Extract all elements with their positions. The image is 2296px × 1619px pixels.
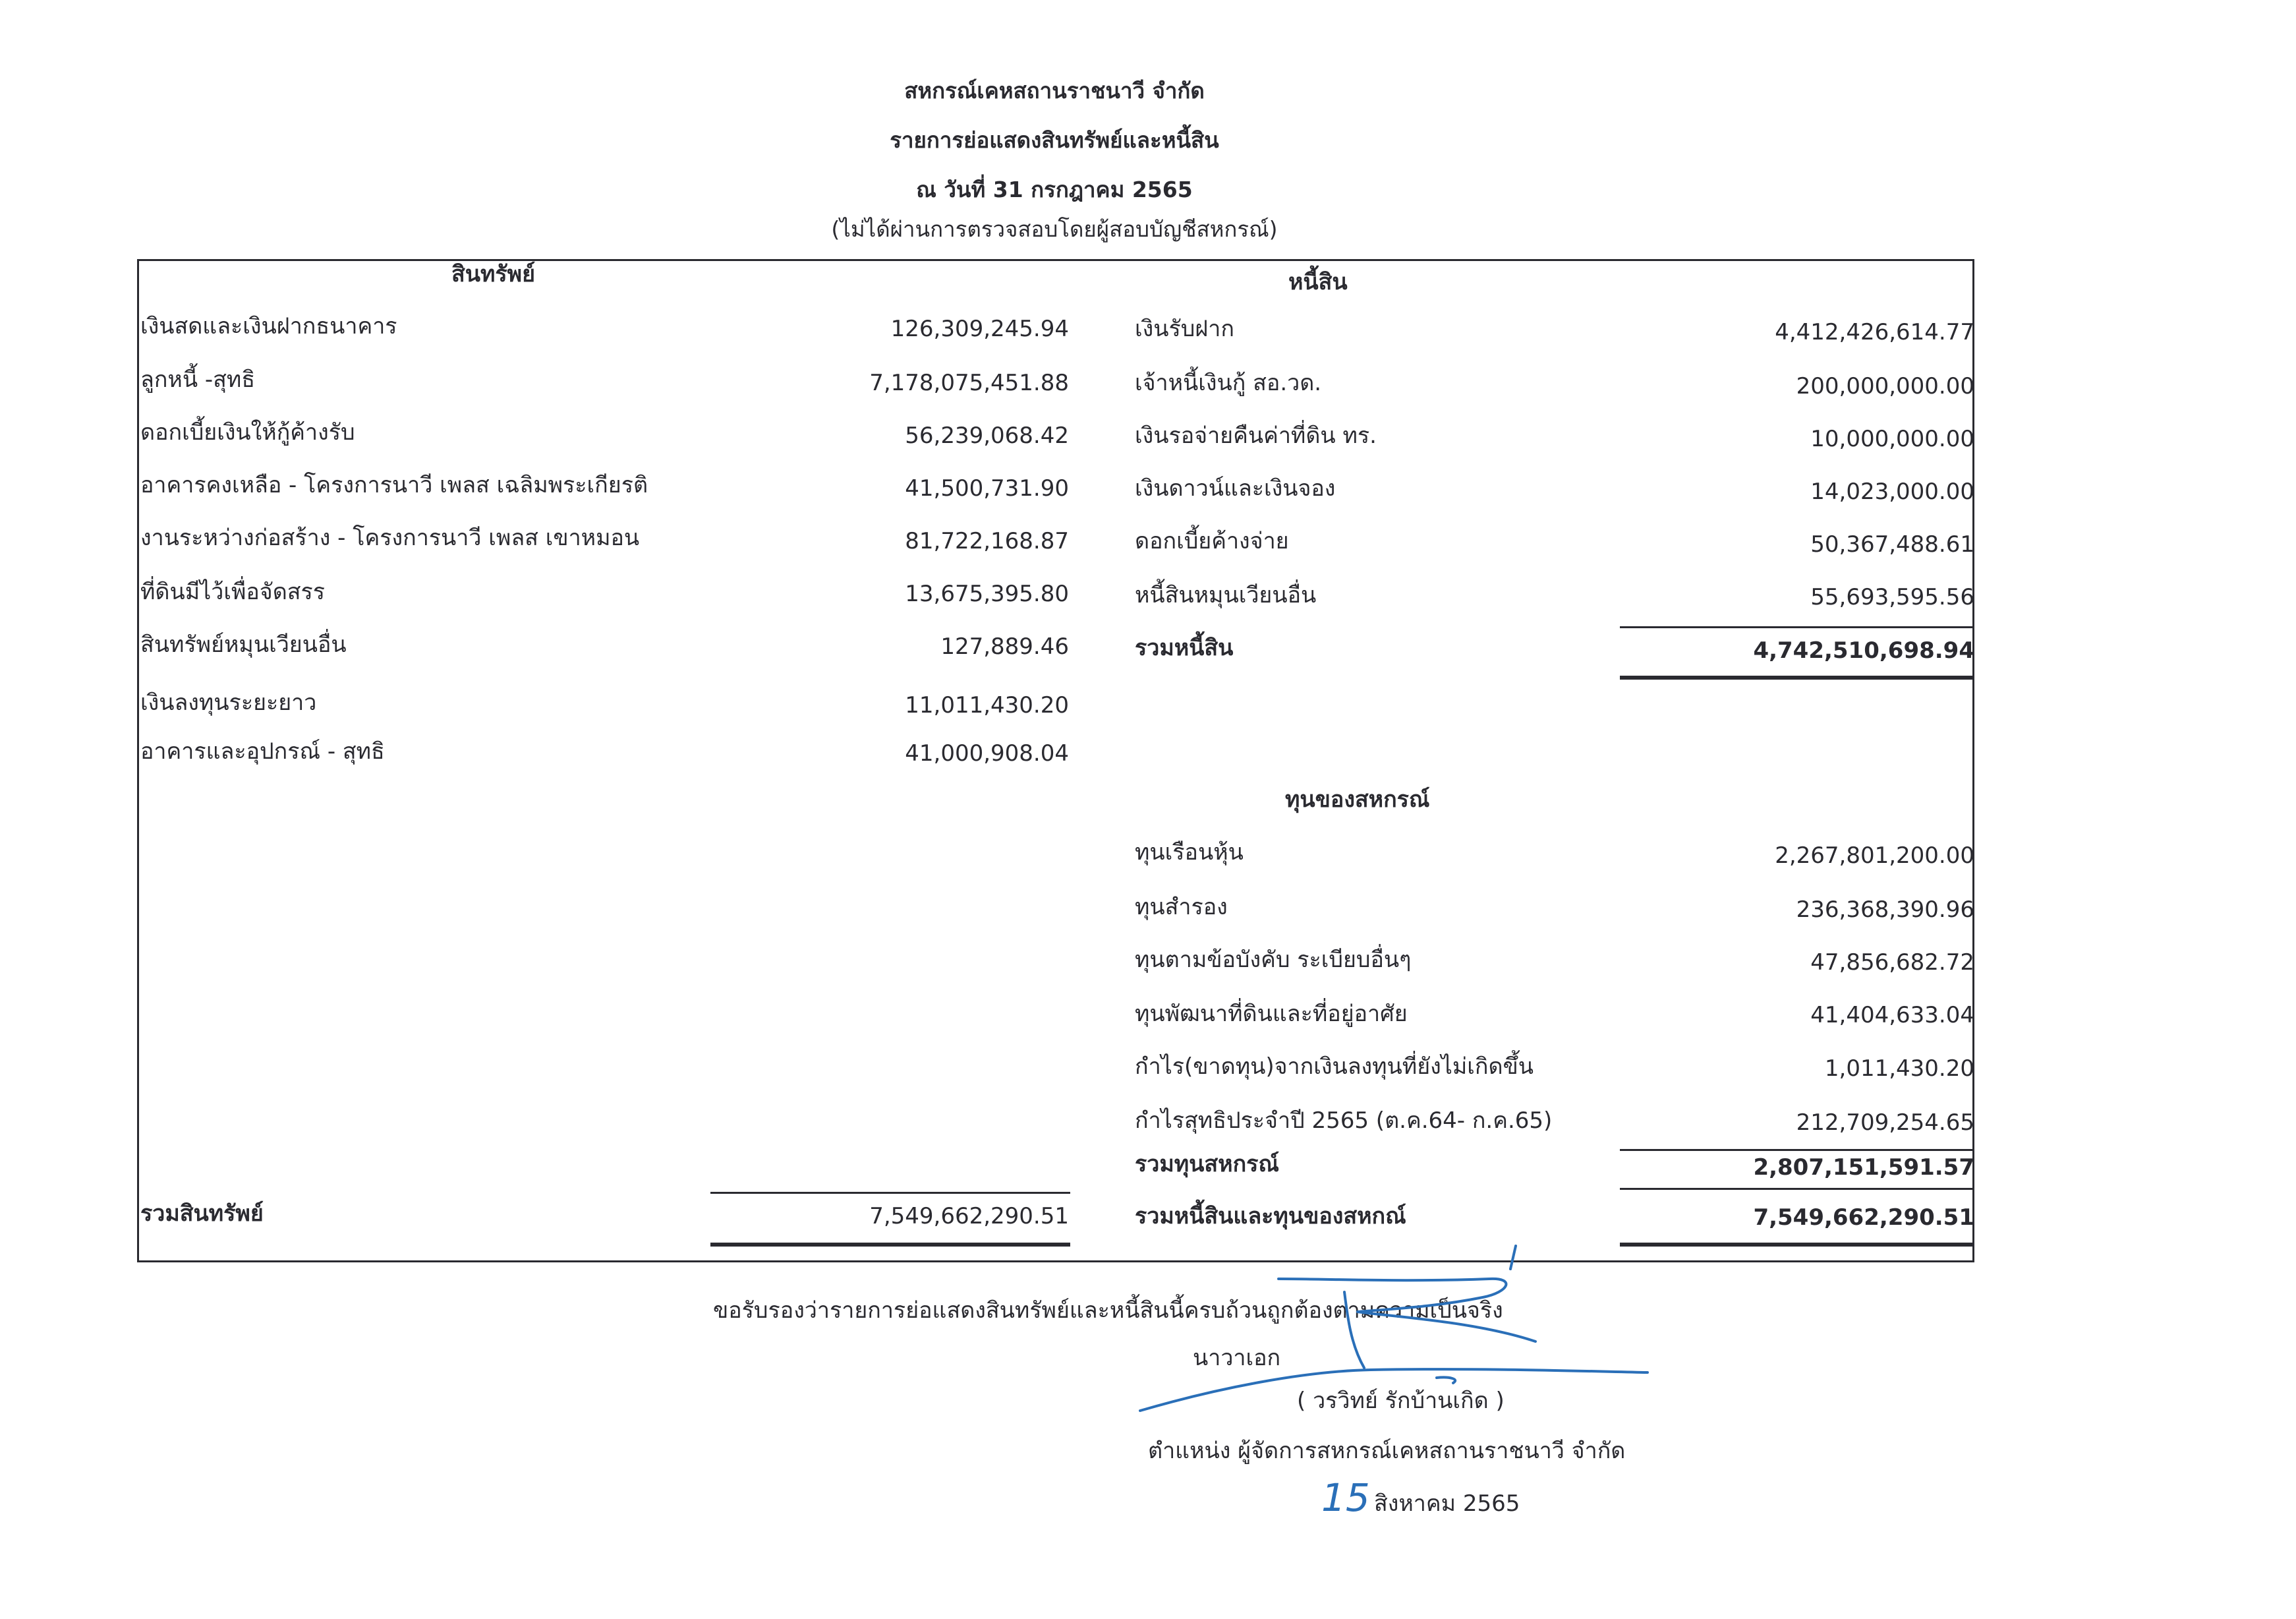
liabilities-total-amount: 4,742,510,698.94 xyxy=(1753,637,1974,664)
liability-amount: 50,367,488.61 xyxy=(1810,531,1974,558)
certification-statement: ขอรับรองว่ารายการย่อแสดงสินทรัพย์และหนี้สินนี้ครบถ้วนถูกต้องตามความเป็นจริง xyxy=(713,1297,1503,1324)
asset-amount: 11,011,430.20 xyxy=(905,692,1069,719)
equity-amount: 236,368,390.96 xyxy=(1796,897,1974,923)
liability-label: หนี้สินหมุนเวียนอื่น xyxy=(1135,582,1317,608)
asset-label: สินทรัพย์หมุนเวียนอื่น xyxy=(140,632,347,658)
equity-amount: 47,856,682.72 xyxy=(1810,949,1974,976)
asset-amount: 13,675,395.80 xyxy=(905,581,1069,607)
equity-total-label: รวมทุนสหกรณ์ xyxy=(1135,1151,1279,1177)
equity-label: ทุนพัฒนาที่ดินและที่อยู่อาศัย xyxy=(1135,1001,1408,1027)
signer-position: ตำแหน่ง ผู้จัดการสหกรณ์เคหสถานราชนาวี จำกัด xyxy=(1148,1438,1626,1464)
asset-label: ลูกหนี้ -สุทธิ xyxy=(140,367,256,393)
asset-amount: 127,889.46 xyxy=(940,633,1069,660)
report-date: ณ วันที่ 31 กรกฎาคม 2565 xyxy=(916,177,1193,202)
asset-amount: 56,239,068.42 xyxy=(905,423,1069,449)
signature-date: สิงหาคม 2565 xyxy=(1374,1490,1520,1517)
equity-label: ทุนสำรอง xyxy=(1135,894,1228,920)
equity-heading: ทุนของสหกรณ์ xyxy=(1285,786,1430,813)
equity-label: ทุนเรือนหุ้น xyxy=(1135,839,1244,866)
assets-heading: สินทรัพย์ xyxy=(451,261,536,287)
handwritten-day-text: 15 xyxy=(1321,1475,1370,1520)
asset-label: ที่ดินมีไว้เพื่อจัดสรร xyxy=(140,579,326,605)
asset-amount: 81,722,168.87 xyxy=(905,528,1069,554)
liabilities-total-label: รวมหนี้สิน xyxy=(1135,635,1234,661)
asset-label: อาคารคงเหลือ - โครงการนาวี เพลส เฉลิมพระเกียรติ xyxy=(140,472,648,498)
equity-label: ทุนตามข้อบังคับ ระเบียบอื่นๆ xyxy=(1135,947,1412,973)
liability-amount: 55,693,595.56 xyxy=(1810,584,1974,610)
liability-label: เงินดาวน์และเงินจอง xyxy=(1135,475,1336,502)
asset-label: ดอกเบี้ยเงินให้กู้ค้างรับ xyxy=(140,419,355,446)
signer-name: ( วรวิทย์ รักบ้านเกิด ) xyxy=(1297,1388,1505,1414)
asset-label: เงินลงทุนระยะยาว xyxy=(140,690,317,716)
equity-amount: 2,267,801,200.00 xyxy=(1775,842,1974,869)
liability-amount: 10,000,000.00 xyxy=(1810,426,1974,452)
org-name: สหกรณ์เคหสถานราชนาวี จำกัด xyxy=(904,78,1205,103)
asset-label: เงินสดและเงินฝากธนาคาร xyxy=(140,313,397,339)
grand-total-label: รวมหนี้สินและทุนของสหกณ์ xyxy=(1135,1203,1406,1229)
grand-total-amount: 7,549,662,290.51 xyxy=(1753,1204,1974,1231)
liability-label: เงินรับฝาก xyxy=(1135,316,1234,342)
liability-amount: 4,412,426,614.77 xyxy=(1775,319,1974,345)
signer-rank: นาวาเอก xyxy=(1193,1345,1281,1371)
liability-label: เงินรอจ่ายคืนค่าที่ดิน ทร. xyxy=(1135,423,1377,449)
equity-total-amount: 2,807,151,591.57 xyxy=(1753,1154,1974,1181)
audit-note: (ไม่ได้ผ่านการตรวจสอบโดยผู้สอบบัญชีสหกรณ์) xyxy=(831,216,1278,242)
liability-label: ดอกเบี้ยค้างจ่าย xyxy=(1135,528,1289,554)
asset-amount: 41,000,908.04 xyxy=(905,740,1069,767)
liability-label: เจ้าหนี้เงินกู้ สอ.วด. xyxy=(1135,370,1322,396)
asset-amount: 126,309,245.94 xyxy=(890,316,1069,342)
equity-label: กำไรสุทธิประจำปี 2565 (ต.ค.64- ก.ค.65) xyxy=(1135,1107,1553,1134)
asset-amount: 7,178,075,451.88 xyxy=(869,370,1069,396)
assets-total-label: รวมสินทรัพย์ xyxy=(140,1200,264,1227)
liability-amount: 200,000,000.00 xyxy=(1796,373,1974,399)
equity-label: กำไร(ขาดทุน)จากเงินลงทุนที่ยังไม่เกิดขึ้น xyxy=(1135,1053,1534,1080)
assets-total-amount: 7,549,662,290.51 xyxy=(869,1203,1069,1229)
asset-amount: 41,500,731.90 xyxy=(905,475,1069,502)
equity-amount: 41,404,633.04 xyxy=(1810,1002,1974,1028)
asset-label: อาคารและอุปกรณ์ - สุทธิ xyxy=(140,738,385,765)
liabilities-heading: หนี้สิน xyxy=(1288,269,1348,295)
asset-label: งานระหว่างก่อสร้าง - โครงการนาวี เพลส เขาหมอน xyxy=(140,525,640,551)
report-title: รายการย่อแสดงสินทรัพย์และหนี้สิน xyxy=(890,127,1219,153)
equity-amount: 212,709,254.65 xyxy=(1796,1109,1974,1136)
liability-amount: 14,023,000.00 xyxy=(1810,479,1974,505)
equity-amount: 1,011,430.20 xyxy=(1824,1055,1974,1082)
